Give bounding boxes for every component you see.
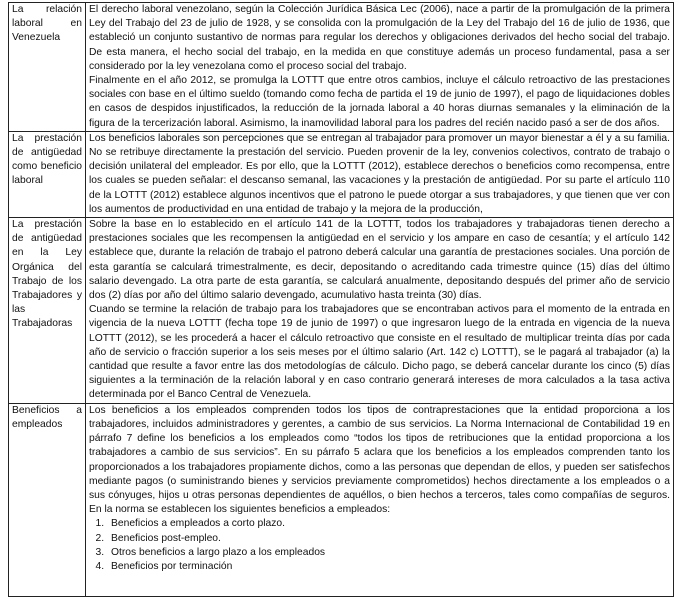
row-content xyxy=(86,3,674,132)
table-row xyxy=(9,3,674,132)
row-content xyxy=(86,403,674,596)
table-row xyxy=(9,403,674,596)
paragraph: El derecho laboral venezolano, según la Colección Jurídica Básica Lec (2006), nace a partir de la promulgación de la primera Ley del Trabajo del 23 de julio de 1928, y se consolida con la promulgación de la Ley del Trabajo del 16 de julio de 1936, que estableció un conjunto sustantivo de normas para regular los derechos y obligaciones derivados del hecho social del trabajo. De esta manera, el hecho social del trabajo, en la medida en que constituye además un proceso fundamental, pasa a ser considerado por la ley venezolana como el proceso social del trabajo. xyxy=(89,4,670,72)
row-content xyxy=(86,131,674,217)
row-heading: La prestación de antigüedad en la Ley Orgánica del Trabajo de los Trabajadores y las Trabajadoras xyxy=(9,218,86,404)
row-heading: La prestación de antigüedad como beneficio laboral xyxy=(9,131,86,217)
row-content xyxy=(86,218,674,404)
list-item: 2. Beneficios post-empleo. xyxy=(107,532,670,546)
paragraph: Finalmente en el año 2012, se promulga la LOTTT que entre otros cambios, incluye el cálculo retroactivo de las prestaciones sociales con base en el último sueldo (tomando como fecha de partida el 19 de junio de 1997), el pago de liquidaciones dobles en casos de despidos injustificados, la reducción de la jornada laboral a 40 horas diurnas semanales y la eliminación de la figura de la tercerización laboral. Asimismo, la inamovilidad laboral para los padres del recién nacido pasó a ser de dos años. xyxy=(89,75,670,129)
row-heading: Beneficios a empleados xyxy=(9,403,86,596)
table-row xyxy=(9,131,674,217)
paragraph: Cuando se termine la relación de trabajo para los trabajadores que se encontraban activos para el momento de la entrada en vigencia de la nueva LOTTT (fecha tope 19 de junio de 1997) o que ingresaron luego de la entrada en vigencia de la nueva LOTTT (2012), se les procederá a hacer el cálculo retroactivo que consiste en el resultado de multiplicar treinta días por cada año de servicio o fracción superior a los seis meses por el último salario (Art. 142 c) LOTTT), se le pagará al trabajador (a) la cantidad que resulte a favor entre las dos metodologías de cálculo. Dicho pago, se deberá cancelar durante los cinco (5) días siguientes a la terminación de la relación laboral y en caso contrario generará intereses de mora calculados a la tasa activa determinada por el Banco Central de Venezuela. xyxy=(89,304,670,401)
list-item: 4. Beneficios por terminación xyxy=(107,560,670,574)
paragraph: Los beneficios a los empleados comprenden todos los tipos de contraprestaciones que la entidad proporciona a los trabajadores, incluidos administradores y gerentes, a cambio de sus servicios. La Norma Internacional de Contabilidad 19 en párrafo 7 define los beneficios a los empleados como “todos los tipos de retribuciones que la entidad proporciona a los trabajadores a cambio de sus servicios”. En su párrafo 5 aclara que los beneficios a los empleados comprenden tanto los proporcionados a los trabajadores propiamente dichos, como a las personas que dependan de ellos, y pueden ser satisfechos mediante pagos (o suministrando bienes y servicios previamente comprometidos) hechos directamente a los empleados o a sus cónyuges, hijos u otras personas dependientes de aquéllos, o bien hechos a terceros, tales como compañías de seguros. En la norma se establecen los siguientes beneficios a empleados: xyxy=(89,404,670,516)
paragraph: Los beneficios laborales son percepciones que se entregan al trabajador para promover un mayor bienestar a él y a su familia. No se retribuye directamente la prestación del servicio. Pueden provenir de la ley, convenios colectivos, contrato de trabajo o decisión unilateral del empleador. Es por ello, que la LOTTT (2012), establece derechos o beneficios como recompensa, entre los cuales se pueden señalar: el descanso semanal, las vacaciones y la prestación de antigüedad. Por su parte el artículo 110 de la LOTTT (2012) establece algunos incentivos que el patrono le puede otorgar a sus trabajadores, y que tienen que ver con los aumentos de productividad en una entidad de trabajo y la mejora de la producción, xyxy=(89,132,670,215)
list-item: 3. Otros beneficios a largo plazo a los empleados xyxy=(107,546,670,560)
paragraph: Sobre la base en lo establecido en el artículo 141 de la LOTTT, todos los trabajadores y trabajadoras tienen derecho a prestaciones sociales que les recompensen la antigüedad en el servicio y los ampare en caso de cesantía; y el artículo 142 establece que, durante la relación de trabajo el patrono deberá calcular una garantía de prestaciones sociales. Una porción de esta garantía se calculará trimestralmente, es decir, depositando o acreditando cada trimestre quince (15) días del último salario devengado. La otra parte de esta garantía, se calculará anualmente, depositando después del primer año de servicio dos (2) días por año del último salario devengado, acumulativo hasta treinta (30) días. xyxy=(89,219,670,302)
benefits-list xyxy=(89,517,670,574)
list-item: 1. Beneficios a empleados a corto plazo. xyxy=(107,517,670,531)
content-table xyxy=(8,2,674,597)
row-heading: La relación laboral en Venezuela xyxy=(9,3,86,132)
table-row xyxy=(9,218,674,404)
